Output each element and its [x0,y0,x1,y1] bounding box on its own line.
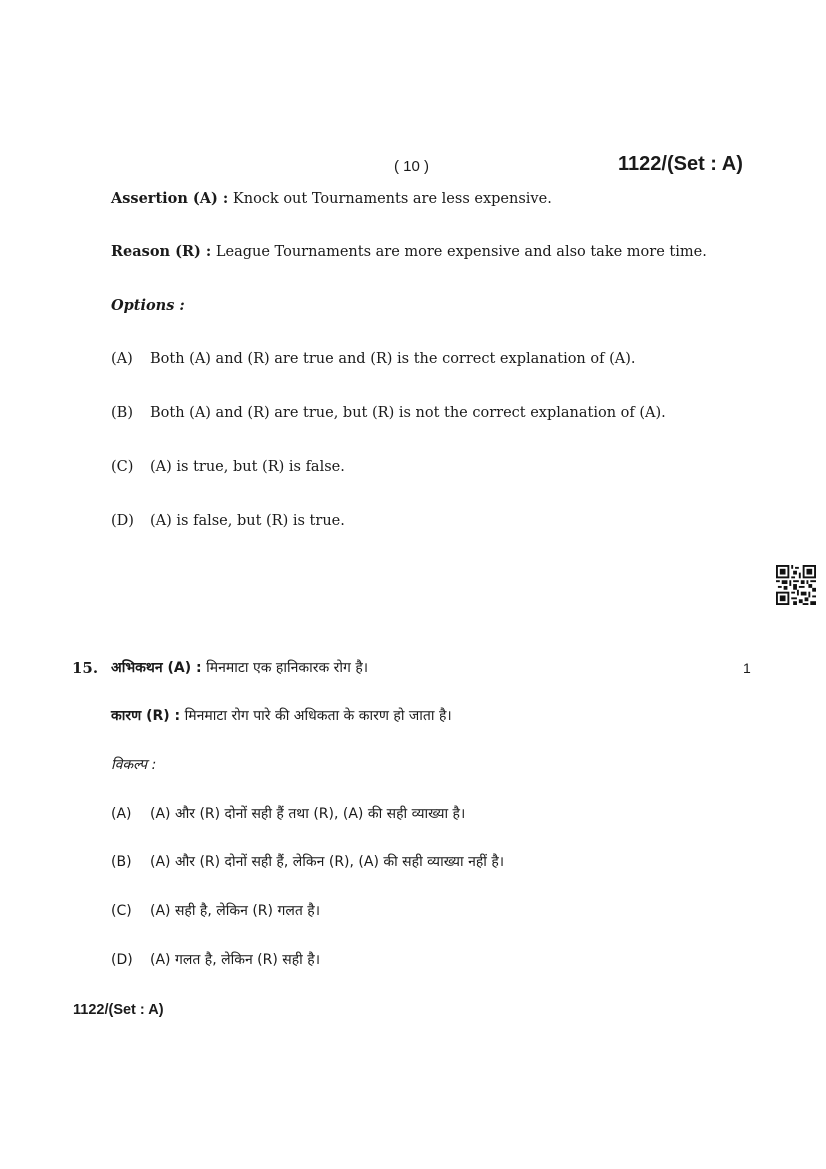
option-letter: (B) [111,405,133,421]
option-text: (A) is false, but (R) is true. [150,513,345,529]
question-marks: 1 [743,660,751,676]
hindi-assertion-line [111,658,368,677]
option-letter: (C) [111,903,132,919]
option-letter: (D) [111,513,134,529]
assertion-text: Knock out Tournaments are less expensive. [232,191,552,207]
hindi-option-c [111,901,320,920]
option-letter: (A) [111,806,132,822]
option-text: (A) is true, but (R) is false. [150,459,345,475]
set-code-footer: 1122/(Set : A) [73,1002,164,1018]
option-c [111,459,345,475]
option-letter: (A) [111,351,133,367]
hindi-options-label: विकल्प : [111,757,157,773]
page-number: ( 10 ) [394,158,430,175]
hindi-reason-line [111,706,452,725]
reason-label: Reason (R) : [111,243,212,260]
assertion-label: Assertion (A) : [111,190,229,207]
set-code-header: 1122/(Set : A) [618,153,743,175]
option-d [111,513,345,529]
option-text: Both (A) and (R) are true, but (R) is not the correct explanation of (A). [150,405,666,421]
option-text: (A) सही है, लेकिन (R) गलत है। [150,903,320,919]
option-a [111,351,635,367]
option-text: (A) और (R) दोनों सही हैं तथा (R), (A) की सही व्याख्या है। [150,806,466,822]
option-text: (A) और (R) दोनों सही हैं, लेकिन (R), (A) की सही व्याख्या नहीं है। [150,854,505,870]
reason-line [111,243,707,260]
options-label: Options : [111,297,185,314]
reason-text: League Tournaments are more expensive and also take more time. [215,244,707,260]
hindi-option-d [111,950,320,969]
option-letter: (B) [111,854,132,870]
assertion-line [111,190,552,207]
hindi-reason-label: कारण (R) : [111,708,181,724]
option-text: Both (A) and (R) are true and (R) is the correct explanation of (A). [150,351,636,367]
question-number: 15. [72,659,99,677]
hindi-reason-text: मिनमाटा रोग पारे की अधिकता के कारण हो जाता है। [184,708,452,724]
hindi-assertion-text: मिनमाटा एक हानिकारक रोग है। [206,660,369,676]
qr-code-icon [776,565,816,605]
option-letter: (C) [111,459,134,475]
hindi-option-b [111,852,504,871]
hindi-assertion-label: अभिकथन (A) : [111,660,202,676]
option-b [111,405,666,421]
option-text: (A) गलत है, लेकिन (R) सही है। [150,952,320,968]
hindi-option-a [111,804,465,823]
option-letter: (D) [111,952,133,968]
